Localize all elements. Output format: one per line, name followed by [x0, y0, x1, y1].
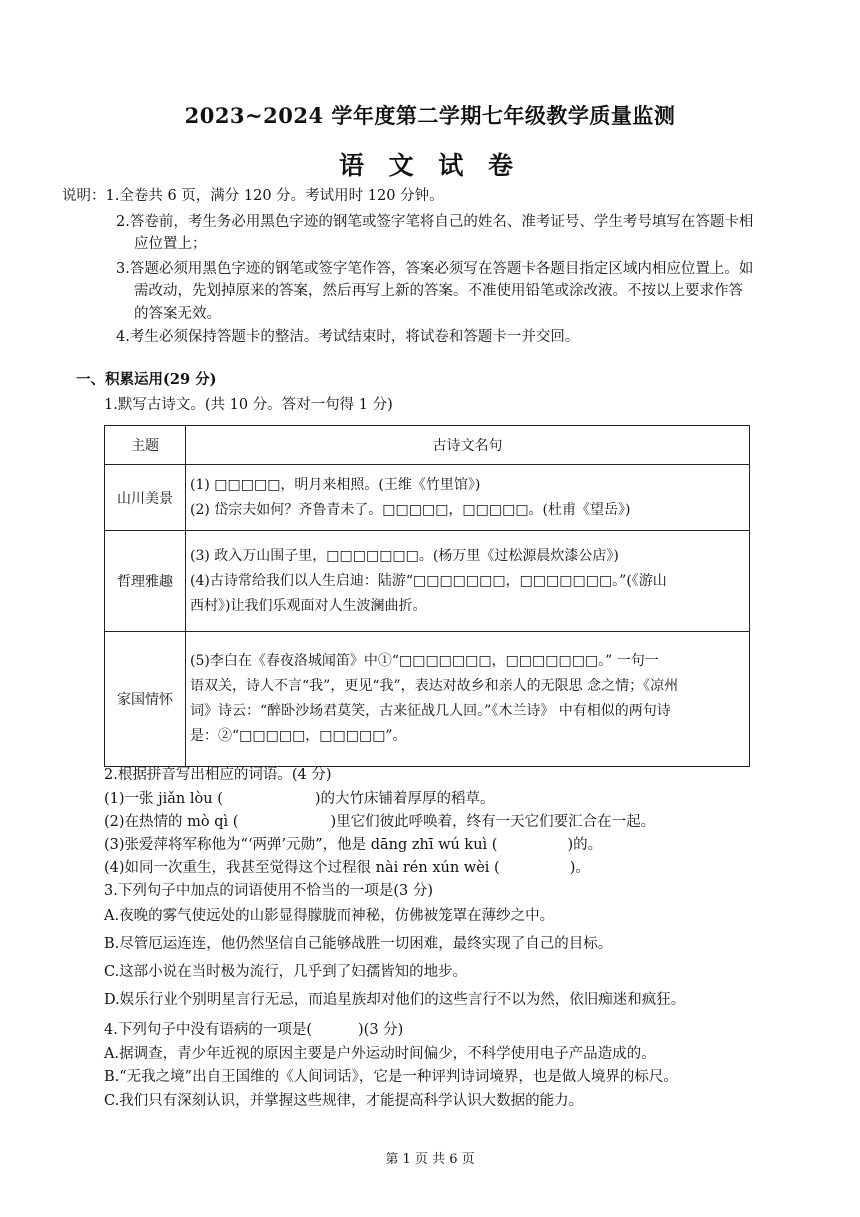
pinyin-item	[104, 789, 495, 809]
question-3-heading: 3.下列句子中加点的词语使用不恰当的一项是(3 分)	[104, 883, 433, 899]
pinyin-item-pre: (4)如同一次重生，我甚至觉得这个过程很 nài rén xún wèi (	[104, 860, 500, 876]
pinyin-item-pre: (1)一张 jiǎn lòu (	[104, 791, 223, 807]
instruction-3-cont2: 的答案无效。	[134, 306, 221, 322]
instruction-2-cont: 应位置上；	[134, 236, 207, 252]
pinyin-item	[104, 835, 602, 855]
table-row	[105, 632, 750, 767]
question-2-heading: 2.根据拼音写出相应的词语。(4 分)	[104, 767, 332, 783]
poem-line: (4)古诗常给我们以人生启迪：陆游“□□□□□□□，□□□□□□□。”(《游山	[190, 572, 667, 589]
table-row	[105, 531, 750, 632]
pinyin-item-post: )里它们彼此呼唤着，终有一天它们要汇合在一起。	[330, 814, 656, 830]
table-header-theme: 主题	[105, 426, 186, 465]
poem-line: 西村》)让我们乐观面对人生波澜曲折。	[190, 597, 427, 614]
exam-subject: 语 文 试 卷	[338, 151, 522, 180]
instruction-1: 说明：1.全卷共 6 页，满分 120 分。考试用时 120 分钟。	[62, 188, 444, 204]
exam-title: 2023~2024 学年度第二学期七年级教学质量监测	[184, 103, 676, 128]
option-b: B.“无我之境”出自王国维的《人间词话》，它是一种评判诗词境界，也是做人境界的标尺。	[104, 1069, 678, 1085]
section-heading: 一、积累运用(29 分)	[76, 371, 217, 388]
row-content	[186, 632, 750, 767]
poem-line: 是：②“□□□□□，□□□□□”。	[190, 728, 407, 744]
option-c: C.我们只有深刻认识，并掌握这些规律，才能提高科学认识大数据的能力。	[104, 1093, 584, 1109]
row-content	[186, 465, 750, 531]
page-footer: 第 1 页 共 6 页	[385, 1152, 475, 1167]
instruction-3-cont: 需改动，先划掉原来的答案，然后再写上新的答案。不准使用铅笔或涂改液。不按以上要求作答	[134, 283, 743, 299]
instruction-4: 4.考生必须保持答题卡的整洁。考试结束时，将试卷和答题卡一并交回。	[116, 329, 580, 345]
table-header-content: 古诗文名句	[186, 426, 750, 465]
poem-line: 语双关，诗人不言“我”，更见“我”，表达对故乡和亲人的无限思 念之情；《凉州	[190, 678, 679, 694]
option-a: A.据调查，青少年近视的原因主要是户外运动时间偏少，不科学使用电子产品造成的。	[104, 1046, 656, 1062]
option-c: C.这部小说在当时极为流行，几乎到了妇孺皆知的地步。	[104, 964, 468, 980]
row-content	[186, 531, 750, 632]
question-4-heading-pre: 4.下列句子中没有语病的一项是(	[104, 1022, 312, 1038]
pinyin-item-pre: (2)在热情的 mò qì (	[104, 814, 239, 830]
table-row	[105, 465, 750, 531]
row-theme: 山川美景	[105, 465, 186, 531]
pinyin-item-post: )的。	[567, 837, 603, 853]
option-a: A.夜晚的雾气使远处的山影显得朦胧而神秘，仿佛被笼罩在薄纱之中。	[104, 908, 555, 924]
pinyin-item	[104, 858, 590, 878]
poem-table	[104, 425, 750, 767]
instruction-3: 3.答题必须用黑色字迹的钢笔或签字笔作答，答案必须写在答题卡各题目指定区域内相应位置上。如	[116, 261, 754, 277]
table-header-row	[105, 426, 750, 465]
option-d: D.娱乐行业个别明星言行无忌，而追星族却对他们的这些言行不以为然，依旧痴迷和疯狂。	[104, 992, 686, 1008]
poem-line: (1) □□□□□，明月来相照。(王维《竹里馆》)	[190, 476, 481, 493]
pinyin-item-pre: (3)张爱萍将军称他为“‘两弹’元勋”，他是 dāng zhī wú kuì (	[104, 837, 498, 853]
pinyin-item-post: )。	[569, 860, 590, 876]
poem-line: 词》诗云：“醉卧沙场君莫笑，古来征战几人回。”《木兰诗》 中有相似的两句诗	[190, 703, 671, 719]
question-4-heading-post: )(3 分)	[358, 1022, 404, 1038]
option-b: B.尽管厄运连连，他仍然坚信自己能够战胜一切困难，最终实现了自己的目标。	[104, 936, 613, 952]
pinyin-item-post: )的大竹床铺着厚厚的稻草。	[314, 791, 495, 807]
instruction-2: 2.答卷前，考生务必用黑色字迹的钢笔或签字笔将自己的姓名、准考证号、学生考号填写在答题卡相	[116, 214, 754, 230]
poem-line: (2) 岱宗夫如何？齐鲁青未了。□□□□□，□□□□□。(杜甫《望岳》)	[190, 501, 631, 518]
row-theme: 哲理雅趣	[105, 531, 186, 632]
pinyin-item	[104, 812, 655, 832]
question-1-heading: 1.默写古诗文。(共 10 分。答对一句得 1 分)	[104, 397, 393, 413]
question-4-heading	[104, 1020, 403, 1040]
poem-line: (3) 政入万山围子里，□□□□□□□。(杨万里《过松源晨炊漆公店》)	[190, 547, 619, 564]
row-theme: 家国情怀	[105, 632, 186, 767]
poem-line: (5)李白在《春夜洛城闻笛》中①“□□□□□□□，□□□□□□□。” 一句一	[190, 653, 659, 669]
